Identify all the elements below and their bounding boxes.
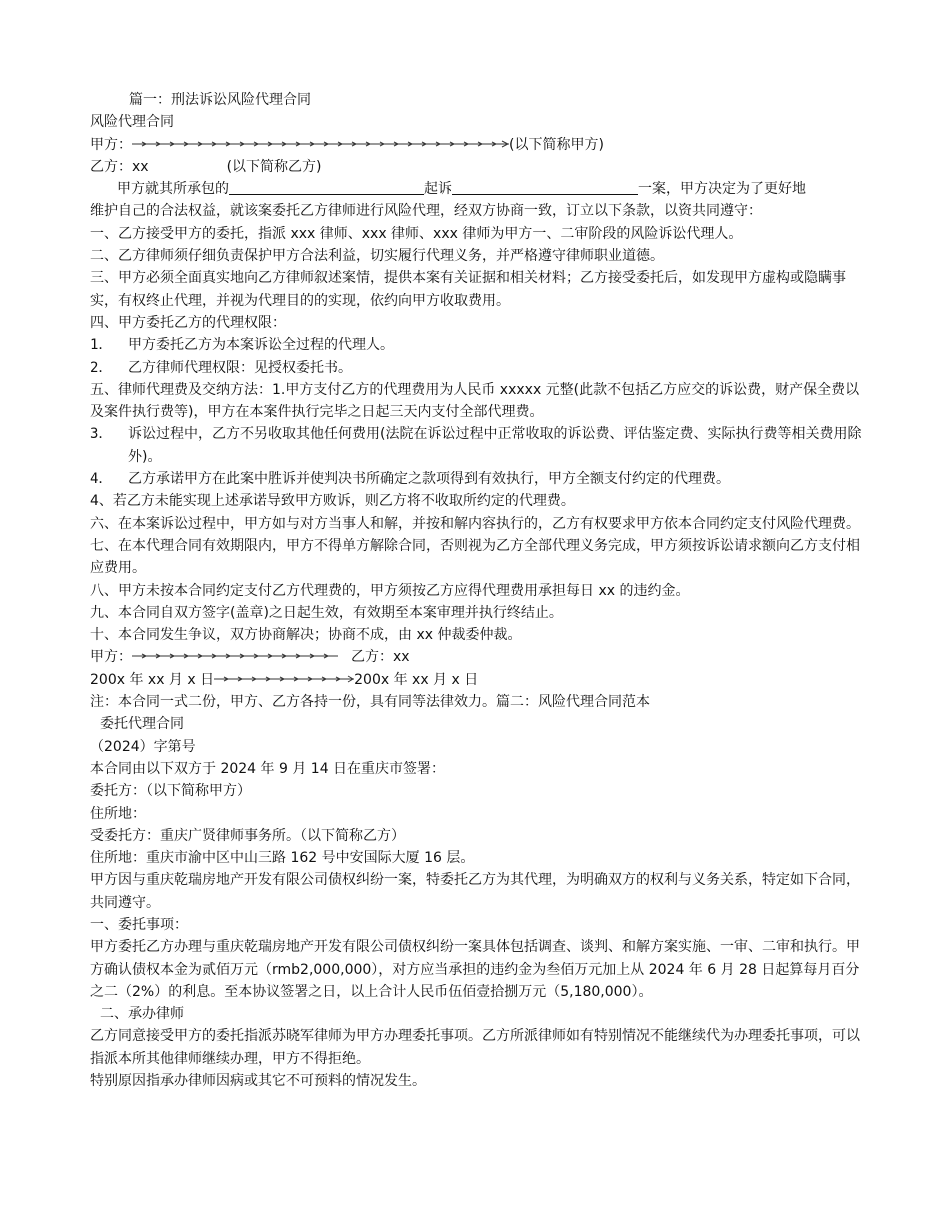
document-title: 篇一：刑法诉讼风险代理合同 [129,92,311,108]
item-3 [90,423,866,468]
signature-party-a: 甲方： [90,649,132,666]
date-party-a: 200x 年 xx 月 x 日 [90,671,215,688]
agency-contract-title: 委托代理合同 [100,716,184,733]
party-a-line [90,134,866,156]
agent-line: 受委托方：重庆广贤律师事务所。（以下简称乙方） [90,827,405,844]
item-4 [90,468,866,490]
clause-2: 二、乙方律师须仔细负责保护甲方合法利益，切实履行代理义务，并严格遵守律师职业道德。 [90,248,664,265]
item-3-number: 3． [90,426,113,443]
signature-arrows [132,649,338,661]
item-4-number: 4． [90,471,113,488]
note-line: 注：本合同一式二份，甲方、乙方各持一份，具有同等法律效力。篇二：风险代理合同范本 [90,694,650,711]
section-2-heading: 二、承办律师 [100,1006,184,1023]
item-2 [90,357,866,379]
party-b-line [90,156,866,178]
item-3-text: 诉讼过程中，乙方不另收取其他任何费用(法院在诉讼过程中正常收取的诉讼费、评估鉴定费、实际执行费等相关费用除外)。 [128,426,862,465]
clause-3: 三、甲方必须全面真实地向乙方律师叙述案情，提供本案有关证据和相关材料；乙方接受委托后，如发现甲方虚构或隐瞒事实，有权终止代理，并视为代理目的的实现，依约向甲方收取费用。 [90,270,846,309]
client-line: 委托方：（以下简称甲方） [90,783,251,800]
defendant-blank [452,179,638,195]
purpose-paragraph: 甲方因与重庆乾瑞房地产开发有限公司债权纠纷一案，特委托乙方为其代理，为明确双方的权利与义务关系，特定如下合同，共同遵守。 [90,872,860,911]
signing-statement: 本合同由以下双方于 2024 年 9 月 14 日在重庆市签署： [90,760,446,777]
party-a-suffix: (以下简称甲方) [509,136,604,153]
item-2-number: 2． [90,359,113,376]
section-2-note: 特别原因指承办律师因病或其它不可预料的情况发生。 [90,1073,426,1090]
clause-1: 一、乙方接受甲方的委托，指派 xxx 律师、xxx 律师、xxx 律师为甲方一、二审阶段的风险诉讼代理人。 [90,225,743,242]
intro-line-1 [90,178,866,200]
item-1-text: 甲方委托乙方为本案诉讼全过程的代理人。 [128,337,394,354]
item-1-number: 1． [90,337,113,354]
date-line [90,669,866,691]
signature-line [90,646,866,668]
intro-mid: 起诉 [424,181,452,198]
section-1-body: 甲方委托乙方办理与重庆乾瑞房地产开发有限公司债权纠纷一案具体包括调查、谈判、和解方案实施、一审、二审和执行。甲方确认债权本金为贰佰万元（rmb2,000,000），对方应当承担的违约金为叁佰万元加上从 2024 年 6 月 28 日起算每月百分之二（2%）的利息。至本协议签署之日，以上合计人民币伍佰壹拾捌万元（5,180,000）。 [90,939,860,1000]
document-number: （2024）字第号 [90,738,196,755]
intro-end: 一案，甲方决定为了更好地 [638,181,806,198]
section-2-body: 乙方同意接受甲方的委托指派苏晓军律师为甲方办理委托事项。乙方所派律师如有特别情况不能继续代为办理委托事项，可以指派本所其他律师继续办理，甲方不得拒绝。 [90,1028,860,1067]
clause-7: 七、在本代理合同有效期限内，甲方不得单方解除合同，否则视为乙方全部代理义务完成，甲方须按诉讼请求额向乙方支付相应费用。 [90,537,860,577]
clause-4: 四、甲方委托乙方的代理权限： [90,314,286,331]
clause-10: 十、本合同发生争议，双方协商解决；协商不成，由 xx 仲裁委仲裁。 [90,627,522,644]
clause-8: 八、甲方未按本合同约定支付乙方代理费的，甲方须按乙方应得代理费用承担每日 xx 的违约金。 [90,582,690,599]
item-4-text: 乙方承诺甲方在此案中胜诉并使判决书所确定之款项得到有效执行，甲方全额支付约定的代理费。 [128,471,730,488]
signature-party-b: 乙方：xx [351,649,410,666]
agent-address: 住所地：重庆市渝中区中山三路 162 号中安国际大厦 16 层。 [90,850,475,867]
party-b-suffix: (以下简称乙方) [226,158,322,175]
client-address: 住所地： [90,805,146,822]
date-party-b: 200x 年 xx 月 x 日 [354,671,479,688]
intro-start: 甲方就其所承包的 [117,181,229,198]
intro-line-2: 维护自己的合法权益，就该案委托乙方律师进行风险代理，经双方协商一致，订立以下条款，以资共同遵守： [90,203,762,220]
party-a-blank-arrows [132,137,509,149]
document-body [90,89,866,1092]
item-2-text: 乙方律师代理权限：见授权委托书。 [128,359,352,376]
case-blank [229,179,424,195]
item-1 [90,334,866,356]
section-1-heading: 一、委托事项： [90,916,188,933]
party-b-label: 乙方：xx [90,158,149,175]
clause-9: 九、本合同自双方签字(盖章)之日起生效，有效期至本案审理并执行终结止。 [90,604,563,621]
clause-6: 六、在本案诉讼过程中，甲方如与对方当事人和解，并按和解内容执行的，乙方有权要求甲方依本合同约定支付风险代理费。 [90,515,860,532]
party-a-label: 甲方： [90,136,132,153]
date-arrows [214,672,354,684]
contract-title: 风险代理合同 [90,114,174,131]
item-5: 4、若乙方未能实现上述承诺导致甲方败诉，则乙方将不收取所约定的代理费。 [90,493,575,510]
clause-5: 五、律师代理费及交纳方法：1.甲方支付乙方的代理费用为人民币 xxxxx 元整(此款不包括乙方应交的诉讼费，财产保全费以及案件执行费等)，甲方在本案件执行完毕之日起三天内支付全部代理费。 [90,381,860,421]
